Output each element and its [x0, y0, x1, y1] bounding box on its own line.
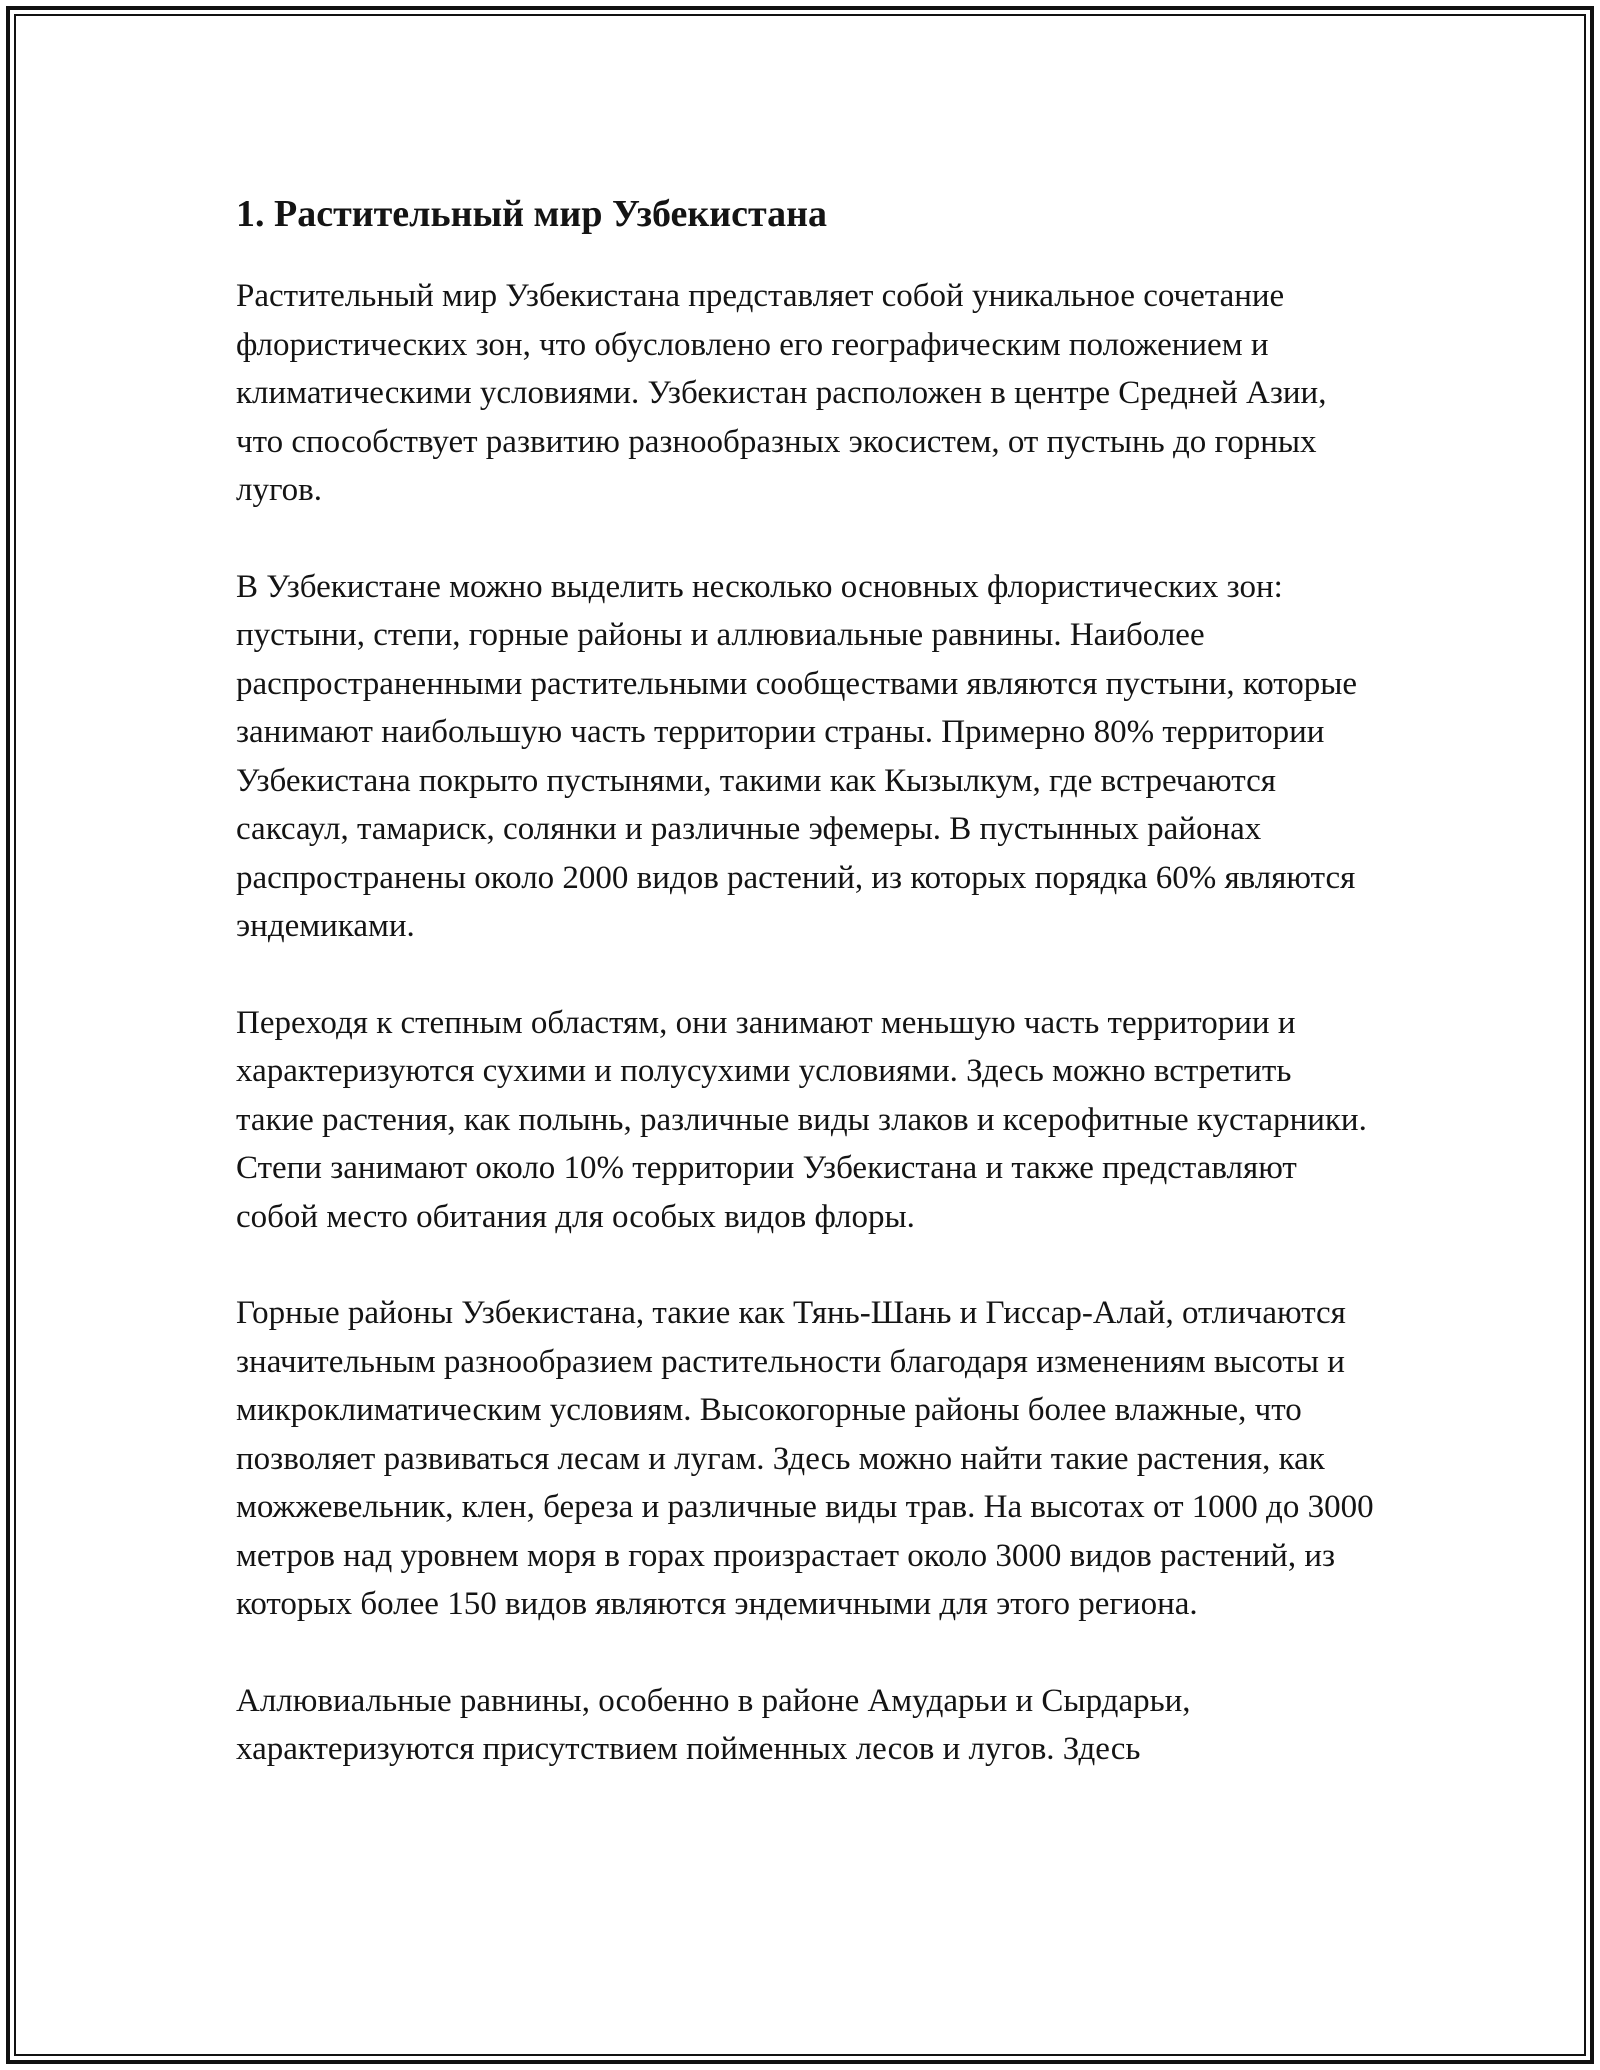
paragraph-steppes: Переходя к степным областям, они занимают меньшую часть территории и характеризуются сухими и полусухими условиями. Здесь можно встретить такие растения, как полынь, различные виды злаков и ксерофитные кустарники. Степи занимают около 10% территории Узбекистана и также представляют собой место обитания для особых видов флоры.: [236, 1004, 1367, 1235]
section-heading: 1. Растительный мир Узбекистана: [236, 193, 828, 235]
paragraph-intro: Растительный мир Узбекистана представляет собой уникальное сочетание флористических зон, что обусловлено его географическим положением и климатическими условиями. Узбекистан расположен в центре Средней Азии, что способствует развитию разнообразных экосистем, от пустынь до горных лугов.: [236, 278, 1327, 508]
paragraph-alluvial-plains: Аллювиальные равнины, особенно в районе Амударьи и Сырдарьи, характеризуются присутствием пойменных лесов и лугов. Здесь: [236, 1682, 1191, 1767]
paragraph-floristic-zones: В Узбекистане можно выделить несколько основных флористических зон: пустыни, степи, горные районы и аллювиальные равнины. Наиболее распространенными растительными сообществами являются пустыни, которые занимают наибольшую часть территории страны. Примерно 80% территории Узбекистана покрыто пустынями, такими как Кызылкум, где встречаются саксаул, тамариск, солянки и различные эфемеры. В пустынных районах распространены около 2000 видов растений, из которых порядка 60% являются эндемиками.: [236, 568, 1358, 944]
paragraph-mountains: Горные районы Узбекистана, такие как Тянь-Шань и Гиссар-Алай, отличаются значительным разнообразием растительности благодаря изменениям высоты и микроклиматическим условиям. Высокогорные районы более влажные, что позволяет развиваться лесам и лугам. Здесь можно найти такие растения, как можжевельник, клен, береза и различные виды трав. На высотах от 1000 до 3000 метров над уровнем моря в горах произрастает около 3000 видов растений, из которых более 150 видов являются эндемичными для этого региона.: [236, 1295, 1374, 1622]
document-body: [236, 186, 1376, 1822]
